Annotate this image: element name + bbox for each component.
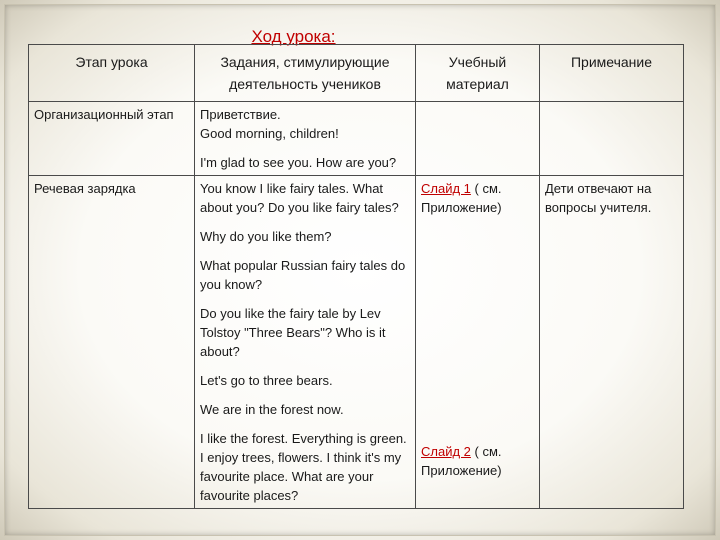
- note-cell: Дети отвечают на вопросы учителя.: [540, 176, 684, 509]
- tasks-cell: [195, 176, 416, 509]
- header-stage: Этап урока: [29, 45, 195, 102]
- task-text: What popular Russian fairy tales do you know?: [200, 258, 406, 292]
- lesson-table: [28, 44, 684, 509]
- header-material: Учебный материал: [416, 45, 540, 102]
- task-text: Do you like the fairy tale by Lev Tolstoy "Three Bears"? Who is it about?: [200, 306, 386, 359]
- table-row: [29, 102, 684, 176]
- task-text: Why do you like them?: [200, 229, 332, 244]
- task-text: You know I like fairy tales. What about you? Do you like fairy tales?: [200, 181, 399, 215]
- material-text: ( см. Приложение): [421, 444, 502, 478]
- task-text: I'm glad to see you. How are you?: [200, 155, 397, 170]
- stage-cell: Речевая зарядка: [29, 176, 195, 509]
- slide-1-link[interactable]: Слайд 1: [421, 181, 471, 196]
- header-tasks: Задания, стимулирующие деятельность учеников: [195, 45, 416, 102]
- slide-2-link[interactable]: Слайд 2: [421, 444, 471, 459]
- material-cell: [416, 102, 540, 176]
- table-row: [29, 176, 684, 509]
- task-text: Let's go to three bears.: [200, 373, 333, 388]
- task-text: I like the forest. Everything is green. I enjoy trees, flowers. I think it's my favourite place. What are your favourite places?: [200, 431, 407, 503]
- material-item-slide-2: [421, 442, 534, 480]
- header-note: Примечание: [540, 45, 684, 102]
- note-cell: [540, 102, 684, 176]
- material-item-slide-1: [421, 179, 534, 442]
- stage-cell: Организационный этап: [29, 102, 195, 176]
- material-text: ( см. Приложение): [421, 181, 502, 215]
- header-row: [29, 45, 684, 102]
- material-cell: [416, 176, 540, 509]
- task-text: We are in the forest now.: [200, 402, 344, 417]
- tasks-cell: [195, 102, 416, 176]
- task-text: Приветствие. Good morning, children!: [200, 107, 339, 141]
- page-title: Ход урока:: [251, 27, 336, 46]
